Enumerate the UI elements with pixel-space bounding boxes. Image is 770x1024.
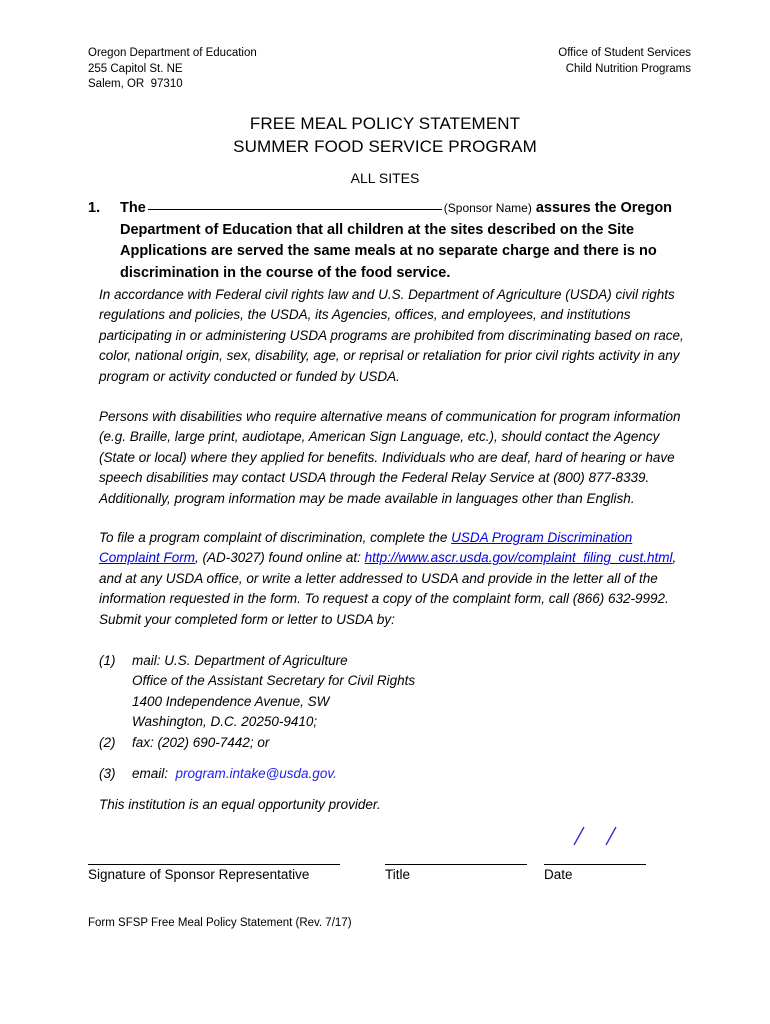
submission-email-row [99,764,699,784]
submission-method-fax [99,733,699,753]
letterhead [88,46,691,93]
submission-mail-row [99,651,699,671]
submission-email-marker: (3) [99,766,116,781]
date-field [544,846,646,884]
agency-address-block [88,46,257,93]
submission-email-label: email: [132,766,169,781]
submission-mail-marker: (1) [99,653,116,668]
submission-method-mail [99,651,699,733]
sponsor-name-input[interactable] [148,209,442,210]
title-subtitle: ALL SITES [350,170,420,186]
title-line-2: SUMMER FOOD SERVICE PROGRAM [233,137,537,156]
submission-fax-marker: (2) [99,735,116,750]
program-name: Child Nutrition Programs [565,62,691,75]
page-title [0,112,770,187]
paragraph-nondiscrimination: In accordance with Federal civil rights law and U.S. Department of Agriculture (USDA) civil rights regulations and policies, the USDA, its Agencies, offices, and employees, and institutions participating in or administering USDA programs are prohibited from discriminating based on race, color, national origin, sex, disability, age, or reprisal or retaliation for prior civil rights activity in any program or activity conducted or funded by USDA. [99,287,684,384]
title-field-label: Title [385,867,411,882]
agency-street: 255 Capitol St. NE [88,62,183,75]
usda-complaint-form-link[interactable]: USDA Program Discrimination Complaint Form [99,530,633,566]
signature-field-label: Signature of Sponsor Representative [88,867,310,882]
title-input[interactable] [385,846,527,865]
clause-1-body [120,198,688,284]
office-block [558,46,691,77]
submission-mail-line-3: 1400 Independence Avenue, SW [132,693,330,709]
submission-mail-label: mail: U.S. Department of Agriculture [132,653,348,668]
paragraph-complaint [99,528,685,630]
date-separator-slashes-icon [544,826,646,846]
usda-intake-email-link[interactable]: program.intake@usda.gov. [175,766,337,781]
complaint-text-part-1: To file a program complaint of discrimination, complete the [99,530,452,545]
paragraph-disabilities: Persons with disabilities who require alternative means of communication for program information (e.g. Braille, large print, audiotape, American Sign Language, etc.), should contact the Agency (State or local) where they applied for benefits. Individuals who are deaf, hard of hearing or have speech disabilities may contact USDA through the Federal Relay Service at (800) 877-8339. Additionally, program information may be made available in languages other than English. [99,409,681,506]
date-field-label: Date [544,867,573,882]
submission-fax-label: fax: (202) 690-7442; or [132,735,270,750]
signature-field [88,846,340,884]
clause-1-number: 1. [88,200,101,216]
sponsor-name-hint: (Sponsor Name) [443,201,532,215]
submission-mail-line-2: Office of the Assistant Secretary for Civil Rights [132,673,416,689]
submission-email-text [132,764,699,784]
title-line-1: FREE MEAL POLICY STATEMENT [249,114,521,133]
signature-block [88,846,688,888]
form-footer: Form SFSP Free Meal Policy Statement (Rev. 7/17) [88,917,352,929]
clause-1-text: assures the Oregon Department of Education that all children at the sites described on the Site Applications are served the same meals at no separate charge and there is no discrimination in the course of the food service. [120,200,673,281]
clause-1 [88,198,688,284]
agency-city-state-zip: Salem, OR 97310 [88,78,183,90]
signature-input[interactable] [88,846,340,865]
title-field [385,846,527,884]
complaint-text-part-2: , (AD-3027) found online at: [195,550,365,566]
submission-mail-line-4: Washington, D.C. 20250-9410; [132,714,318,730]
office-name: Office of Student Services [558,47,691,59]
equal-opportunity-statement: This institution is an equal opportunity provider. [99,797,381,812]
date-input[interactable] [544,846,646,865]
submission-method-email [99,764,699,784]
agency-name: Oregon Department of Education [88,47,257,59]
complaint-text-part-3: , and at any USDA office, or write a letter addressed to USDA and provide in the letter all of the information requested in the form. To request a copy of the complaint form, call (866) 632-9992. Submit your completed form or letter to USDA by: [99,550,677,627]
ascr-usda-url-link[interactable]: http://www.ascr.usda.gov/complaint_filing_cust.html [364,550,673,566]
submission-fax-row [99,733,699,753]
clause-1-lead: The [120,200,146,216]
